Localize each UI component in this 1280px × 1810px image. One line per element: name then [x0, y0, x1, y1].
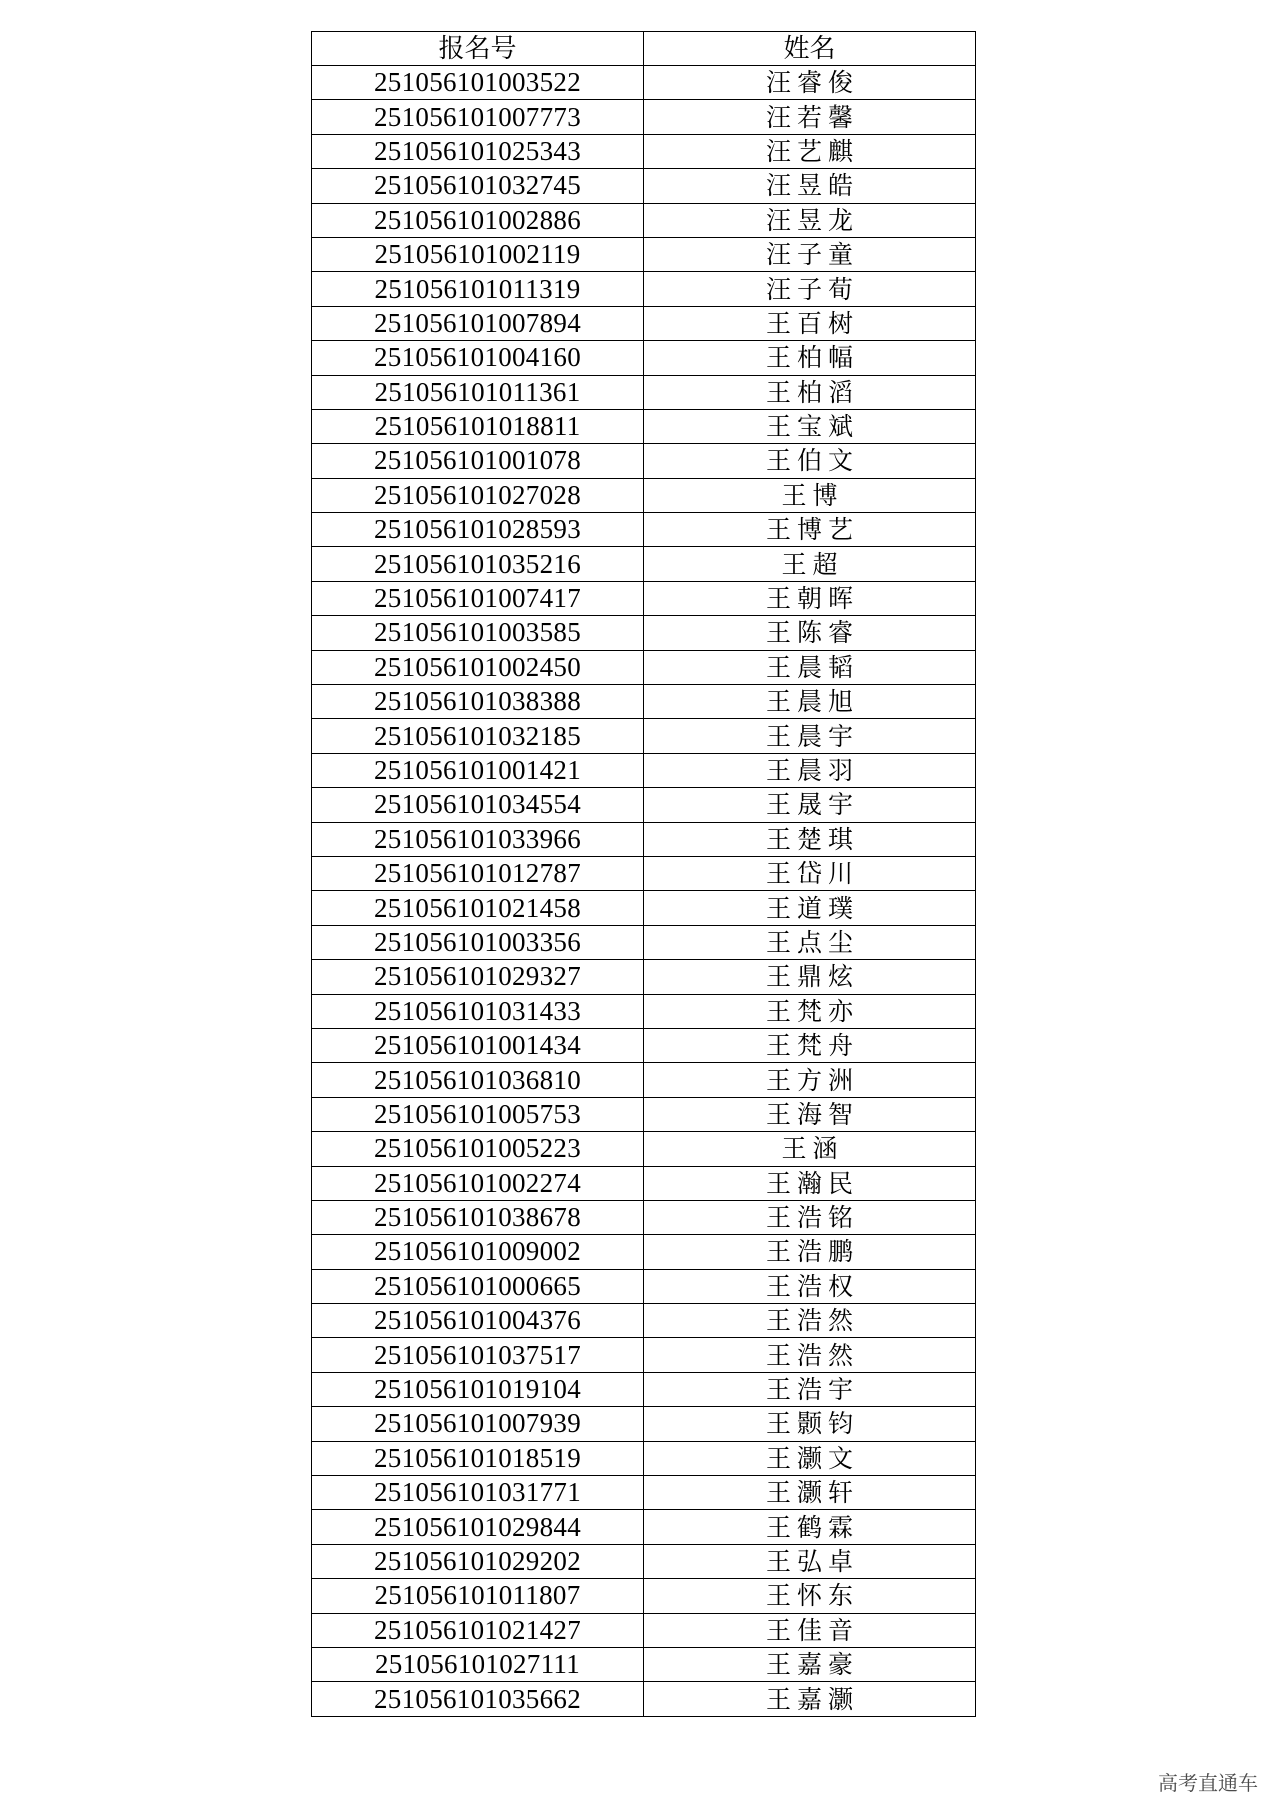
table-row	[312, 444, 976, 478]
registration-number-cell: 251056101034554	[312, 788, 644, 822]
name-cell: 王晨旭	[644, 685, 976, 719]
name-cell: 王伯文	[644, 444, 976, 478]
name-cell: 王方洲	[644, 1063, 976, 1097]
name-cell: 王柏幅	[644, 341, 976, 375]
table-row	[312, 1613, 976, 1647]
table-row	[312, 375, 976, 409]
name-cell: 王陈睿	[644, 616, 976, 650]
registration-number-cell: 251056101001421	[312, 753, 644, 787]
registration-number-cell: 251056101002886	[312, 203, 644, 237]
table-row	[312, 719, 976, 753]
name-cell: 王宝斌	[644, 409, 976, 443]
table-row	[312, 1304, 976, 1338]
table-row	[312, 306, 976, 340]
name-cell: 王博	[644, 478, 976, 512]
registration-number-cell: 251056101021458	[312, 891, 644, 925]
table-row	[312, 891, 976, 925]
registration-number-cell: 251056101035216	[312, 547, 644, 581]
name-cell: 王晟宇	[644, 788, 976, 822]
registration-number-cell: 251056101018519	[312, 1441, 644, 1475]
registration-number-cell: 251056101021427	[312, 1613, 644, 1647]
name-cell: 王博艺	[644, 513, 976, 547]
registration-number-cell: 251056101007417	[312, 581, 644, 615]
table-row	[312, 753, 976, 787]
name-cell: 王鹤霖	[644, 1510, 976, 1544]
table-header-row	[312, 32, 976, 66]
registration-number-cell: 251056101002119	[312, 237, 644, 271]
column-header-name: 姓名	[644, 32, 976, 66]
registration-number-cell: 251056101002450	[312, 650, 644, 684]
registration-number-cell: 251056101038388	[312, 685, 644, 719]
registration-number-cell: 251056101032185	[312, 719, 644, 753]
table-row	[312, 513, 976, 547]
table-row	[312, 478, 976, 512]
table-row	[312, 169, 976, 203]
name-cell: 王浩铭	[644, 1200, 976, 1234]
name-cell: 王晨韬	[644, 650, 976, 684]
name-cell: 王颢钧	[644, 1407, 976, 1441]
table-row	[312, 66, 976, 100]
registration-number-cell: 251056101029327	[312, 960, 644, 994]
table-row	[312, 409, 976, 443]
registration-number-cell: 251056101035662	[312, 1682, 644, 1716]
table-row	[312, 134, 976, 168]
registration-number-cell: 251056101031771	[312, 1476, 644, 1510]
table-row	[312, 994, 976, 1028]
name-cell: 汪昱龙	[644, 203, 976, 237]
table-row	[312, 788, 976, 822]
registration-table	[311, 31, 976, 1717]
registration-number-cell: 251056101011807	[312, 1579, 644, 1613]
registration-number-cell: 251056101027111	[312, 1647, 644, 1681]
table-row	[312, 100, 976, 134]
name-cell: 王嘉豪	[644, 1647, 976, 1681]
registration-number-cell: 251056101027028	[312, 478, 644, 512]
name-cell: 汪若馨	[644, 100, 976, 134]
registration-number-cell: 251056101037517	[312, 1338, 644, 1372]
table-row	[312, 856, 976, 890]
registration-number-cell: 251056101007939	[312, 1407, 644, 1441]
name-cell: 王灏文	[644, 1441, 976, 1475]
column-header-registration-number: 报名号	[312, 32, 644, 66]
table-row	[312, 1028, 976, 1062]
name-cell: 王灏轩	[644, 1476, 976, 1510]
table-row	[312, 1097, 976, 1131]
registration-number-cell: 251056101007773	[312, 100, 644, 134]
table-row	[312, 685, 976, 719]
registration-number-cell: 251056101032745	[312, 169, 644, 203]
name-cell: 王浩权	[644, 1269, 976, 1303]
name-cell: 王海智	[644, 1097, 976, 1131]
table-row	[312, 1166, 976, 1200]
registration-number-cell: 251056101005223	[312, 1132, 644, 1166]
table-row	[312, 1647, 976, 1681]
name-cell: 王怀东	[644, 1579, 976, 1613]
name-cell: 王涵	[644, 1132, 976, 1166]
name-cell: 汪艺麒	[644, 134, 976, 168]
watermark-text: 高考直通车	[1158, 1771, 1258, 1795]
name-cell: 王道璞	[644, 891, 976, 925]
table-row	[312, 1579, 976, 1613]
registration-number-cell: 251056101005753	[312, 1097, 644, 1131]
name-cell: 王浩宇	[644, 1372, 976, 1406]
name-cell: 王朝晖	[644, 581, 976, 615]
name-cell: 王鼎炫	[644, 960, 976, 994]
name-cell: 王浩然	[644, 1304, 976, 1338]
table-body	[312, 66, 976, 1717]
name-cell: 王浩然	[644, 1338, 976, 1372]
table-row	[312, 203, 976, 237]
registration-number-cell: 251056101038678	[312, 1200, 644, 1234]
registration-number-cell: 251056101002274	[312, 1166, 644, 1200]
registration-number-cell: 251056101001078	[312, 444, 644, 478]
registration-number-cell: 251056101007894	[312, 306, 644, 340]
name-cell: 王百树	[644, 306, 976, 340]
table-row	[312, 547, 976, 581]
table-row	[312, 1338, 976, 1372]
registration-number-cell: 251056101033966	[312, 822, 644, 856]
registration-number-cell: 251056101029844	[312, 1510, 644, 1544]
table-row	[312, 1407, 976, 1441]
name-cell: 王楚琪	[644, 822, 976, 856]
table-row	[312, 1200, 976, 1234]
registration-number-cell: 251056101003356	[312, 925, 644, 959]
name-cell: 王瀚民	[644, 1166, 976, 1200]
registration-number-cell: 251056101019104	[312, 1372, 644, 1406]
table-row	[312, 1132, 976, 1166]
name-cell: 王点尘	[644, 925, 976, 959]
table-row	[312, 1476, 976, 1510]
registration-number-cell: 251056101009002	[312, 1235, 644, 1269]
name-cell: 王弘卓	[644, 1544, 976, 1578]
registration-number-cell: 251056101003585	[312, 616, 644, 650]
registration-number-cell: 251056101025343	[312, 134, 644, 168]
table-row	[312, 650, 976, 684]
name-cell: 王浩鹏	[644, 1235, 976, 1269]
registration-number-cell: 251056101001434	[312, 1028, 644, 1062]
table-row	[312, 1510, 976, 1544]
registration-number-cell: 251056101031433	[312, 994, 644, 1028]
table-row	[312, 341, 976, 375]
registration-number-cell: 251056101000665	[312, 1269, 644, 1303]
table-row	[312, 1441, 976, 1475]
name-cell: 王晨羽	[644, 753, 976, 787]
registration-number-cell: 251056101004160	[312, 341, 644, 375]
table-row	[312, 616, 976, 650]
registration-number-cell: 251056101012787	[312, 856, 644, 890]
name-cell: 王超	[644, 547, 976, 581]
name-cell: 王柏滔	[644, 375, 976, 409]
name-cell: 王梵亦	[644, 994, 976, 1028]
name-cell: 汪子荀	[644, 272, 976, 306]
table-row	[312, 1235, 976, 1269]
table-row	[312, 237, 976, 271]
name-cell: 王嘉灏	[644, 1682, 976, 1716]
name-cell: 王佳音	[644, 1613, 976, 1647]
table-row	[312, 272, 976, 306]
table-row	[312, 1682, 976, 1716]
registration-number-cell: 251056101003522	[312, 66, 644, 100]
table-row	[312, 1063, 976, 1097]
registration-number-cell: 251056101029202	[312, 1544, 644, 1578]
registration-number-cell: 251056101036810	[312, 1063, 644, 1097]
table-row	[312, 925, 976, 959]
name-cell: 王晨宇	[644, 719, 976, 753]
registration-number-cell: 251056101004376	[312, 1304, 644, 1338]
table-row	[312, 581, 976, 615]
registration-number-cell: 251056101028593	[312, 513, 644, 547]
registration-number-cell: 251056101011361	[312, 375, 644, 409]
registration-number-cell: 251056101018811	[312, 409, 644, 443]
name-cell: 汪子童	[644, 237, 976, 271]
name-cell: 王梵舟	[644, 1028, 976, 1062]
name-cell: 汪昱皓	[644, 169, 976, 203]
name-cell: 王岱川	[644, 856, 976, 890]
table-row	[312, 1269, 976, 1303]
table-row	[312, 1372, 976, 1406]
table-row	[312, 822, 976, 856]
registration-number-cell: 251056101011319	[312, 272, 644, 306]
table-row	[312, 960, 976, 994]
name-cell: 汪睿俊	[644, 66, 976, 100]
table-row	[312, 1544, 976, 1578]
